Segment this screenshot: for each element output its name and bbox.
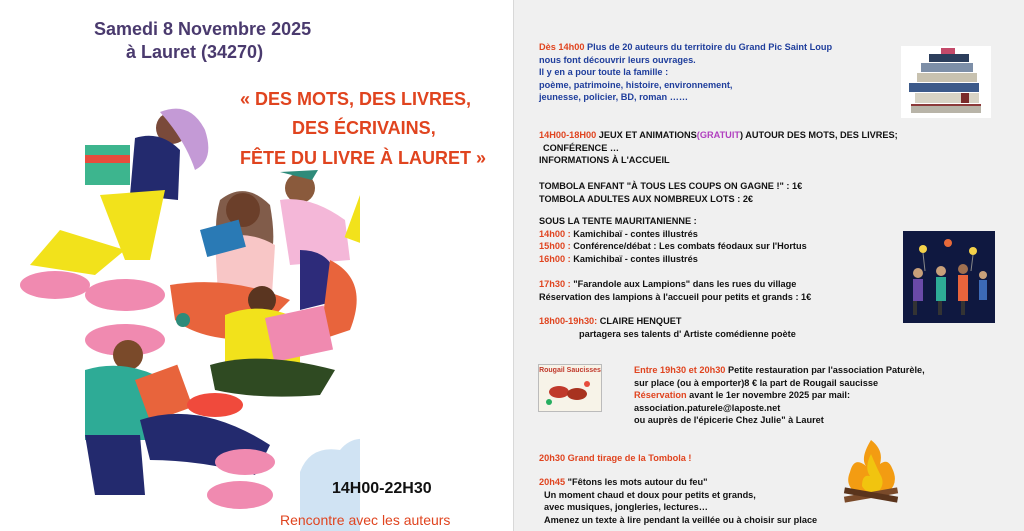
fire-line4: Amenez un texte à lire pendant la veillée ou à choisir sur place (544, 514, 818, 525)
games-time: 14H00-18H00 (539, 130, 597, 140)
campfire-image (830, 436, 912, 504)
rougail-logo-text: Rougail Saucisses (539, 367, 601, 374)
tombola-line2: TOMBOLA ADULTES AUX NOMBREUX LOTS : 2€ (539, 193, 754, 204)
tent-text-1: Kamichibaï - contes illustrés (570, 228, 698, 239)
dinner-block (634, 364, 925, 427)
authors-line1: Plus de 20 auteurs du territoire du Grand Pic Saint Loup (584, 42, 833, 52)
tent-time-3: 16h00 : (539, 253, 571, 264)
claire-block (539, 315, 796, 340)
authors-block (539, 41, 832, 104)
fire-time: 20h45 (539, 477, 566, 487)
lampions-time: 17h30 : (539, 279, 571, 289)
event-place: à Lauret (34270) (126, 42, 264, 62)
dinner-email: association.paturele@laposte.net (634, 402, 781, 413)
fire-text: "Fêtons les mots autour du feu" (565, 477, 708, 487)
program-panel (513, 0, 1024, 531)
lantern-parade-image (903, 231, 995, 323)
fire-line2: Un moment chaud et doux pour petits et grands, (544, 489, 756, 500)
title-line-3: FÊTE DU LIVRE À LAURET » (240, 148, 487, 168)
authors-time: Dès 14h00 (539, 42, 585, 52)
authors-line5: jeunesse, policier, BD, roman …… (539, 92, 689, 103)
title-line-1: « DES MOTS, DES LIVRES, (240, 89, 472, 109)
tombola-line1: TOMBOLA ENFANT "À TOUS LES COUPS ON GAGNE !" : 1€ (539, 181, 803, 191)
dinner-line3: avant le 1er novembre 2025 par mail: (686, 390, 851, 401)
tent-time-2: 15h00 : (539, 241, 571, 252)
authors-line3: Il y en a pour toute la famille : (539, 67, 669, 78)
readers-illustration (0, 100, 360, 531)
authors-line2: nous font découvrir leurs ouvrages. (539, 54, 696, 65)
rougail-logo-image (538, 364, 602, 412)
event-hours: 14H00-22H30 (332, 480, 432, 497)
claire-text: CLAIRE HENQUET (597, 316, 682, 326)
draw-block (539, 452, 692, 465)
lampions-block (539, 278, 811, 303)
games-free: (GRATUIT (696, 130, 740, 140)
title-line-2: DES ÉCRIVAINS, (292, 118, 436, 138)
fire-line3: avec musiques, jongleries, lectures… (544, 502, 708, 513)
authors-line4: poème, patrimoine, histoire, environnement, (539, 79, 733, 90)
draw-time: 20h30 (539, 453, 566, 463)
fire-block (539, 476, 817, 526)
tent-time-1: 14h00 : (539, 228, 571, 239)
event-date: Samedi 8 Novembre 2025 (94, 19, 312, 39)
books-stack-image (901, 46, 991, 118)
tagline: Rencontre avec les auteurs (280, 512, 451, 528)
games-block (539, 129, 898, 167)
games-line3: INFORMATIONS À L'ACCUEIL (539, 155, 670, 166)
tent-text-2: Conférence/débat : Les combats féodaux sur l'Hortus (570, 241, 807, 252)
tombola-block (539, 180, 802, 205)
games-line2: CONFÉRENCE … (543, 142, 620, 153)
draw-text: Grand tirage de la Tombola ! (565, 453, 692, 463)
tent-heading: SOUS LA TENTE MAURITANIENNE : (539, 216, 697, 226)
lampions-text: "Farandole aux Lampions" dans les rues du village (570, 279, 797, 289)
dinner-reservation-label: Réservation (634, 390, 687, 401)
games-text-b: ) AUTOUR DES MOTS, DES LIVRES; (740, 130, 898, 140)
tent-block (539, 215, 807, 265)
dinner-time: Entre 19h30 et 20h30 (634, 365, 726, 375)
claire-line2: partagera ses talents d' Artiste comédienne poète (579, 328, 796, 339)
tent-text-3: Kamichibaï - contes illustrés (570, 253, 698, 264)
lampions-line2: Réservation des lampions à l'accueil pour petits et grands : 1€ (539, 291, 812, 302)
sausage-icon (539, 374, 601, 408)
claire-time: 18h00-19h30: (539, 316, 598, 326)
dinner-line2: sur place (ou à emporter)8 € la part de Rougail saucisse (634, 377, 879, 388)
dinner-line5: ou auprès de l'épicerie Chez Julie" à Lauret (634, 415, 824, 426)
dinner-text: Petite restauration par l'association Paturèle, (725, 365, 925, 375)
games-text-a: JEUX ET ANIMATIONS (596, 130, 697, 140)
